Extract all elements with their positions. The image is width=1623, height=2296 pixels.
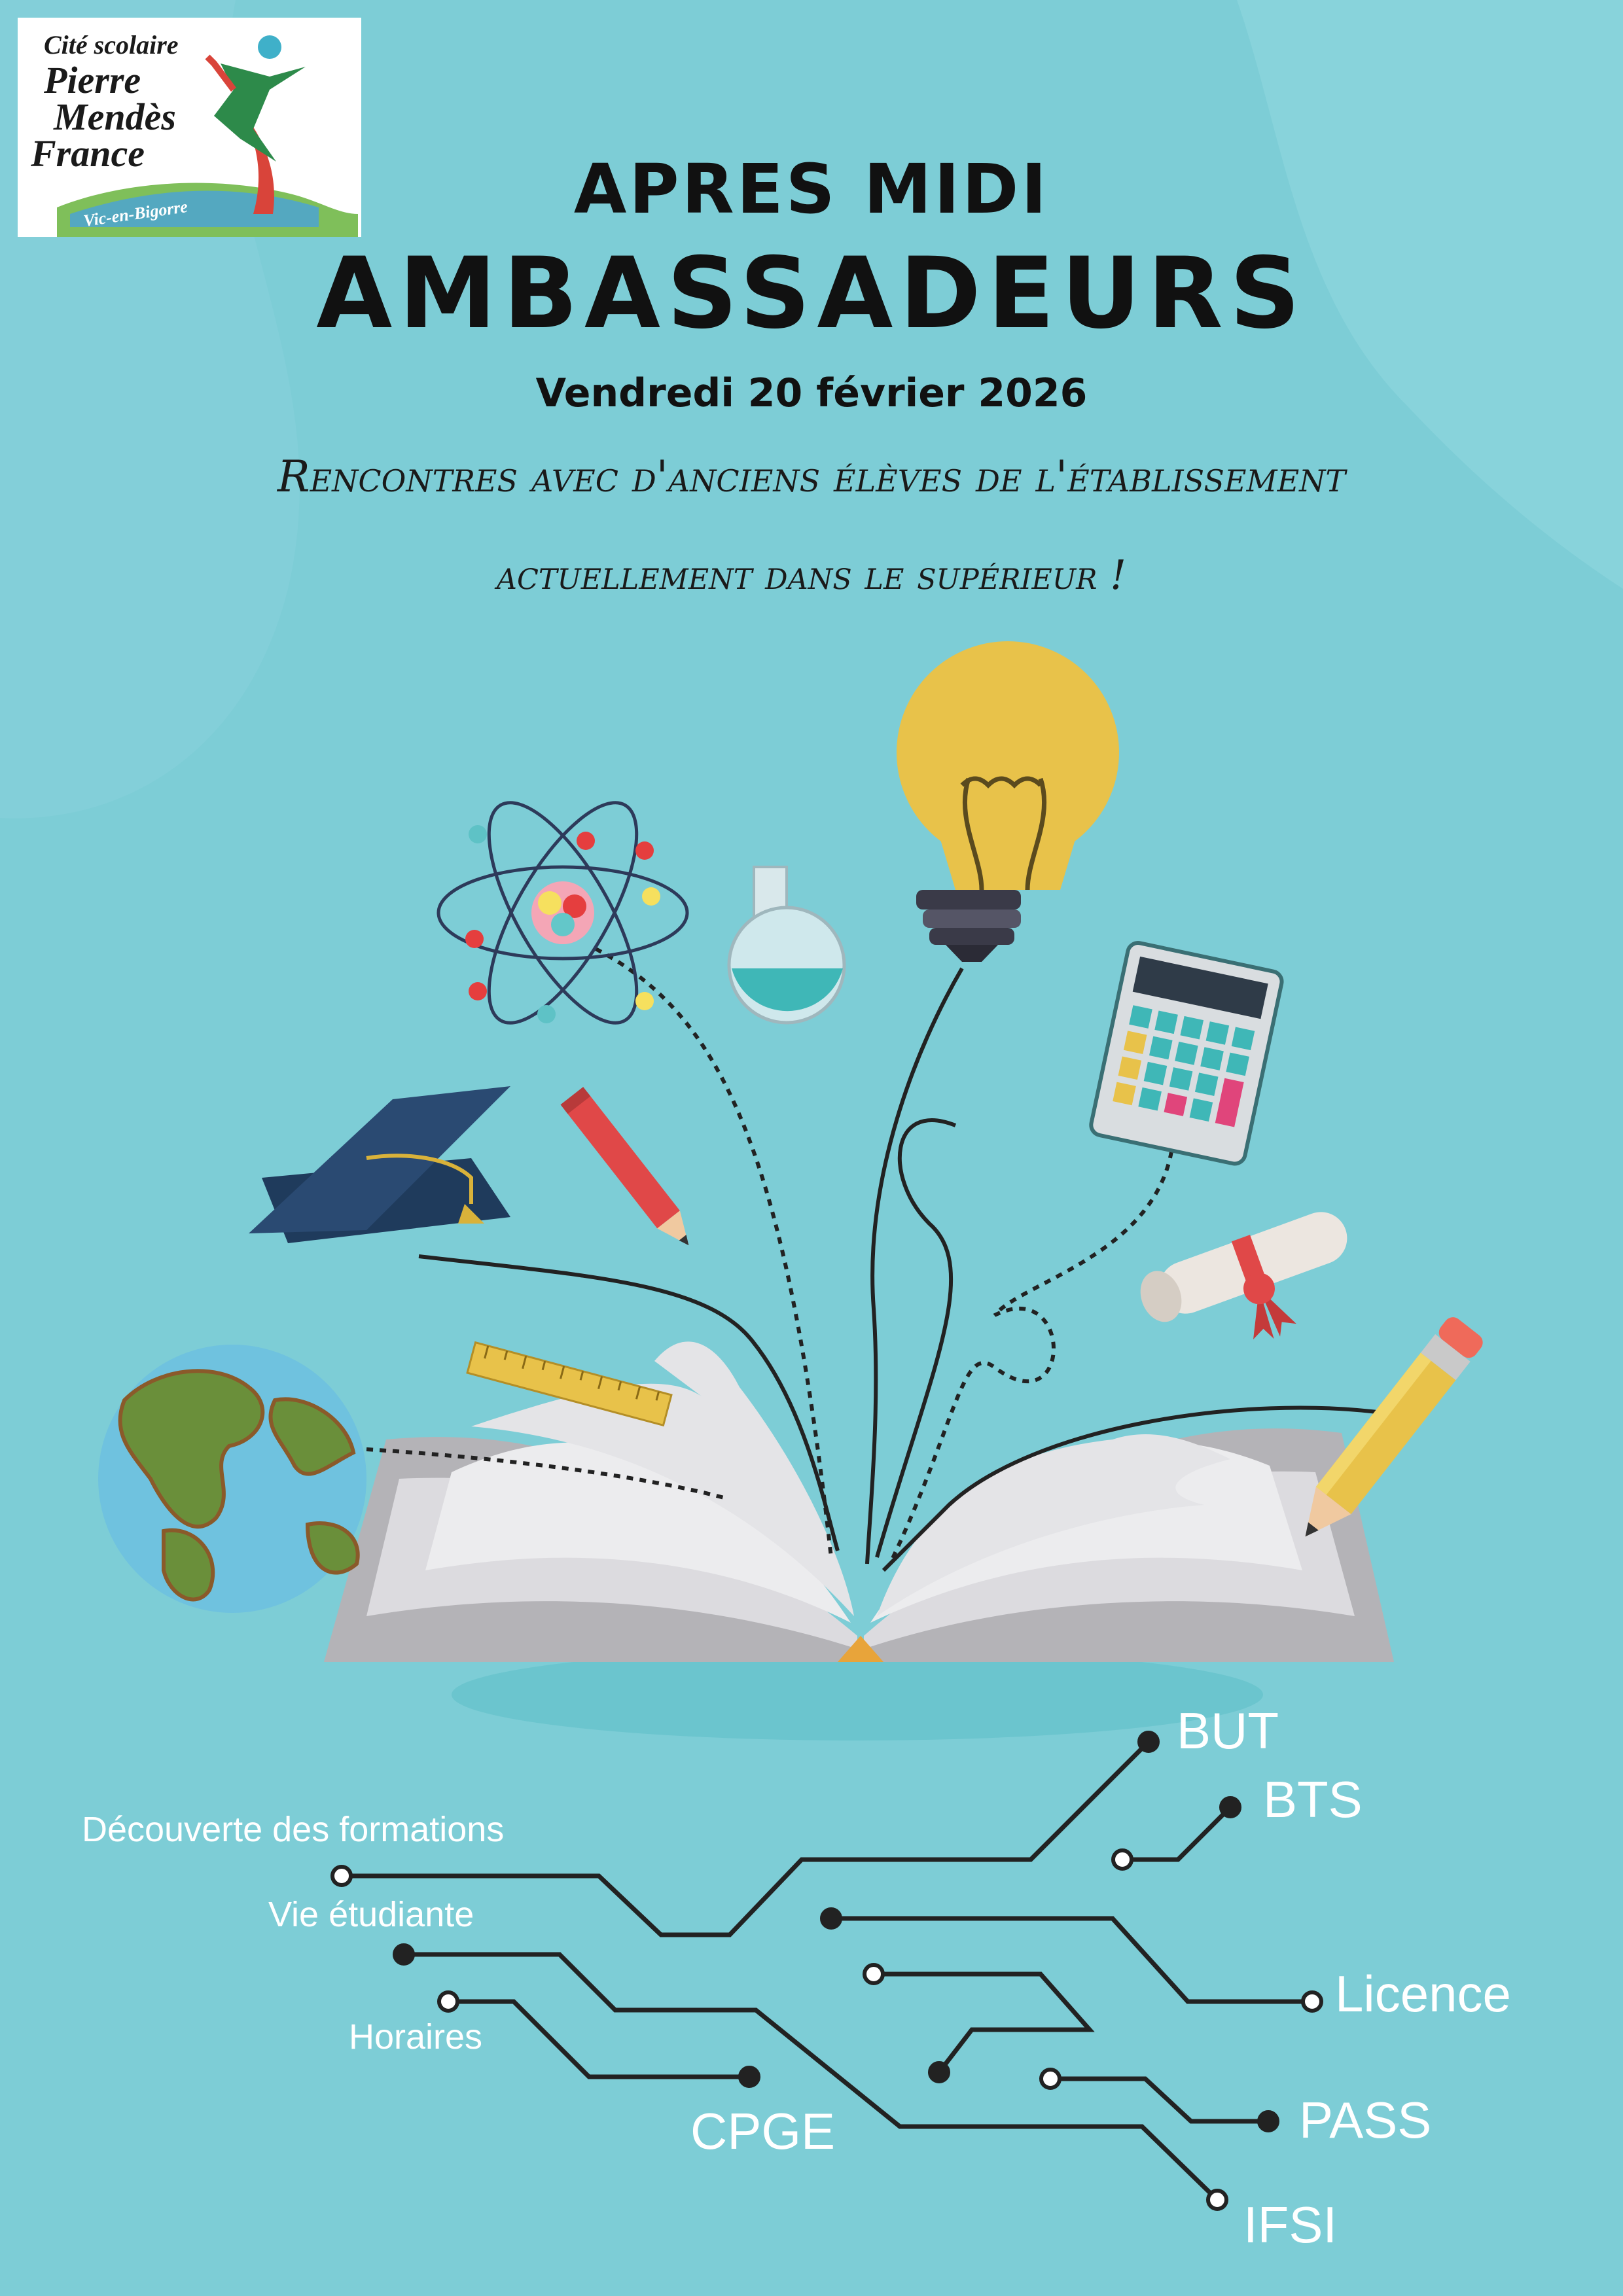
red-pencil-icon [560, 1087, 700, 1254]
subtitle-line-2: actuellement dans le supérieur ! [496, 551, 1127, 599]
calculator-icon [1089, 941, 1283, 1165]
flask-icon [729, 867, 844, 1023]
logo-line-2: Pierre [44, 59, 141, 101]
formation-label-cpge: CPGE [690, 2102, 836, 2160]
logo-line-1: Cité scolaire [44, 30, 179, 60]
diploma-icon [1133, 1203, 1372, 1377]
logo-tagline: Vic-en-Bigorre [82, 196, 189, 231]
topic-label-formations: Découverte des formations [82, 1810, 505, 1849]
open-book-icon [324, 1341, 1394, 1662]
formation-label-licence: Licence [1335, 1965, 1511, 2022]
book-shadow [452, 1649, 1263, 1740]
formation-label-pass: PASS [1299, 2091, 1432, 2149]
topic-label-vie-etudiante: Vie étudiante [268, 1895, 474, 1934]
atom-icon [438, 782, 687, 1043]
logo-line-4: France [31, 132, 145, 175]
title-large: AMBASSADEURS [316, 237, 1307, 351]
logo-line-3: Mendès [54, 96, 176, 138]
subtitle-line-1: Rencontres avec d'anciens élèves de l'établissement [277, 451, 1346, 502]
formation-label-ifsi: IFSI [1243, 2196, 1338, 2253]
light-bulb-icon [897, 641, 1119, 962]
globe-icon [98, 1345, 366, 1613]
topic-label-horaires: Horaires [349, 2017, 483, 2057]
event-date: Vendredi 20 février 2026 [535, 370, 1088, 416]
formation-label-bts: BTS [1263, 1771, 1363, 1828]
formation-label-but: BUT [1177, 1702, 1279, 1759]
title-small: APRES MIDI [573, 149, 1050, 229]
graduation-cap-icon [249, 1086, 510, 1243]
